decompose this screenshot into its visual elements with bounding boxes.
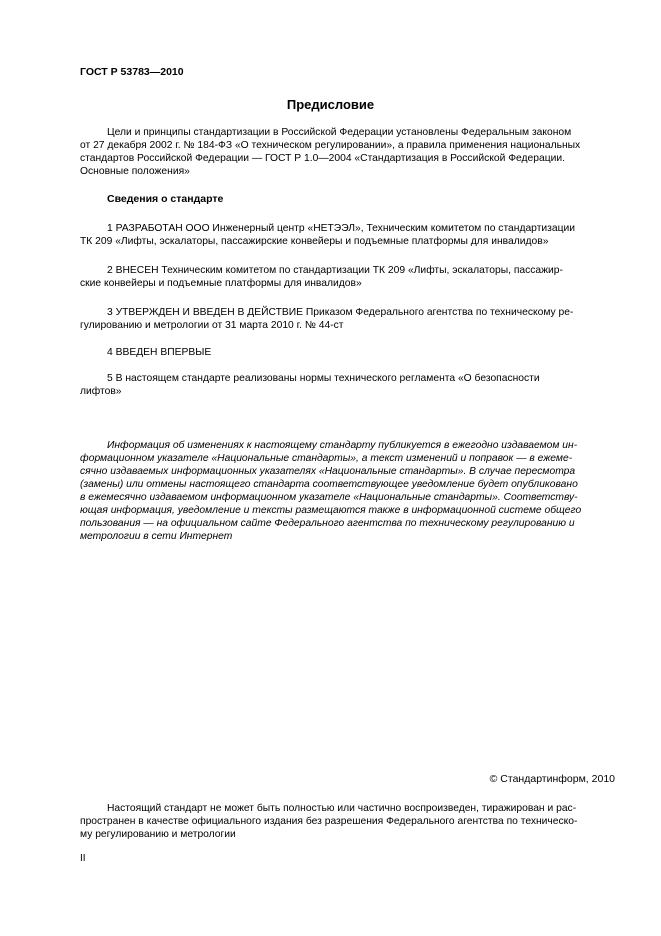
changes-notice: Информация об изменениях к настоящему стандарту публикуется в ежегодно издаваемом ин- формационном указателе «Национальные стандарты», а текст изменений и поправок — в ежеме- сячно издаваемых информационных указателях «Национальные стандарты». В случае пересмотра (замены) или отмены настоящего стандарта соответствующее уведомление будет опубликовано в ежемесячно издаваемом информационном указателе «Национальные стандарты». Соответству- ющая информация, уведомление и тексты размещаются также в информационной системе общего пользования — на официальном сайте Федерального агентства по техническому регулированию и метрологии в сети Интернет [80, 440, 582, 542]
item-5-regulation: 5 В настоящем стандарте реализованы нормы технического регламента «О безопасности лифтов» [80, 373, 540, 397]
item-3-approved: 3 УТВЕРЖДЕН И ВВЕДЕН В ДЕЙСТВИЕ Приказом Федерального агентства по техническому ре- гулированию и метрологии от 31 марта 2010 г. № 44-ст [80, 307, 574, 331]
item-1-developed: 1 РАЗРАБОТАН ООО Инженерный центр «НЕТЭЭЛ», Техническим комитетом по стандартизации ТК 209 «Лифты, эскалаторы, пассажирские конвейеры и подъемные платформы для инвалидов» [80, 223, 576, 247]
item-2-submitted: 2 ВНЕСЕН Техническим комитетом по стандартизации ТК 209 «Лифты, эскалаторы, пассажир- ские конвейеры и подъемные платформы для инвалидов» [80, 265, 563, 289]
section-subtitle: Сведения о стандарте [107, 193, 224, 205]
document-code-header: ГОСТ Р 53783—2010 [80, 66, 184, 78]
item-4-first-introduced: 4 ВВЕДЕН ВПЕРВЫЕ [107, 347, 212, 358]
intro-paragraph: Цели и принципы стандартизации в Российской Федерации установлены Федеральным законом от 27 декабря 2002 г. № 184-ФЗ «О техническом регулировании», а правила применения национальных стандартов Российской Федерации — ГОСТ Р 1.0—2004 «Стандартизация в Российской Федерации. Основные положения» [80, 127, 581, 177]
page-number: II [80, 853, 86, 864]
page-title: Предисловие [286, 97, 375, 112]
reproduction-notice: Настоящий стандарт не может быть полностью или частично воспроизведен, тиражирован и рас- пространен в качестве официального издания без разрешения Федерального агентства по техническо- му регулированию и метрологии [80, 803, 578, 840]
copyright-line: © Стандартинформ, 2010 [489, 773, 615, 785]
